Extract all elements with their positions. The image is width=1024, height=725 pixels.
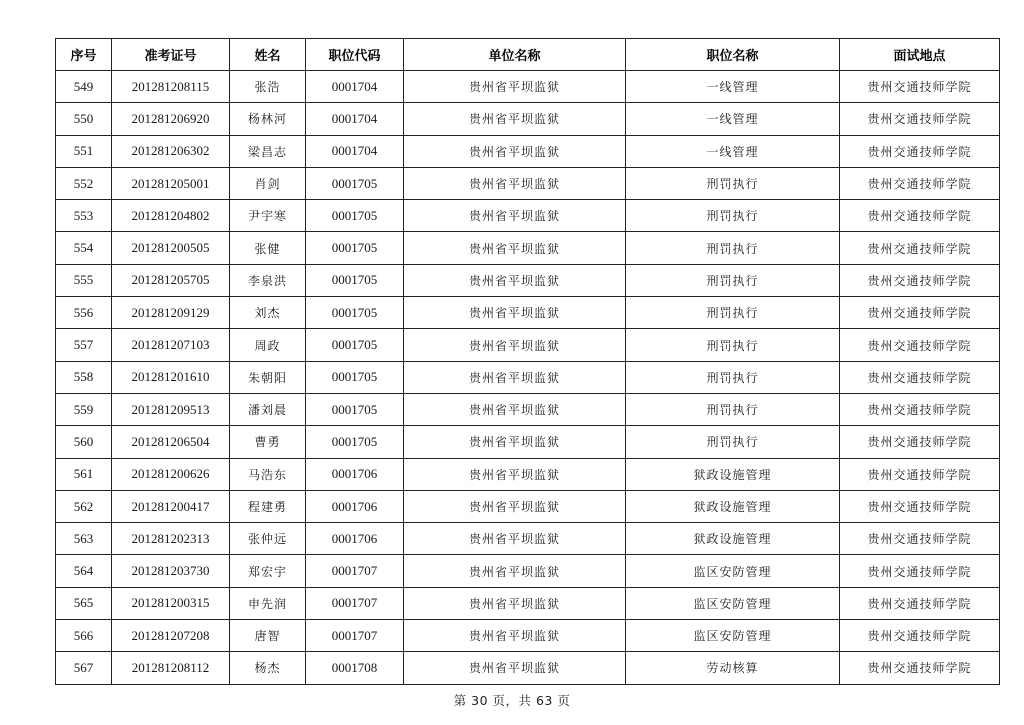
cell-serial: 559	[56, 393, 112, 425]
cell-name: 郑宏宇	[230, 555, 306, 587]
cell-position-code: 0001705	[306, 264, 404, 296]
cell-name: 肖剑	[230, 167, 306, 199]
cell-position-name: 刑罚执行	[626, 329, 840, 361]
table-body	[56, 71, 1000, 685]
header-row	[56, 39, 1000, 71]
cell-position-name: 一线管理	[626, 103, 840, 135]
cell-serial: 555	[56, 264, 112, 296]
table-row	[56, 329, 1000, 361]
cell-unit-name: 贵州省平坝监狱	[404, 232, 626, 264]
cell-position-name: 监区安防管理	[626, 620, 840, 652]
cell-position-name: 劳动核算	[626, 652, 840, 684]
cell-name: 李泉洪	[230, 264, 306, 296]
cell-position-name: 刑罚执行	[626, 232, 840, 264]
cell-interview-location: 贵州交通技师学院	[840, 587, 1000, 619]
cell-position-code: 0001704	[306, 71, 404, 103]
cell-name: 申先润	[230, 587, 306, 619]
table-row	[56, 652, 1000, 684]
cell-serial: 556	[56, 297, 112, 329]
cell-unit-name: 贵州省平坝监狱	[404, 523, 626, 555]
table-row	[56, 490, 1000, 522]
page-number-footer: 第 30 页，共 63 页	[453, 693, 571, 708]
cell-interview-location: 贵州交通技师学院	[840, 426, 1000, 458]
cell-serial: 564	[56, 555, 112, 587]
cell-unit-name: 贵州省平坝监狱	[404, 329, 626, 361]
header-interview-location: 面试地点	[840, 39, 1000, 71]
cell-interview-location: 贵州交通技师学院	[840, 103, 1000, 135]
cell-interview-location: 贵州交通技师学院	[840, 458, 1000, 490]
cell-serial: 551	[56, 135, 112, 167]
cell-exam-number: 201281206302	[112, 135, 230, 167]
cell-name: 周政	[230, 329, 306, 361]
cell-exam-number: 201281206504	[112, 426, 230, 458]
cell-position-code: 0001705	[306, 426, 404, 458]
header-position-name: 职位名称	[626, 39, 840, 71]
cell-interview-location: 贵州交通技师学院	[840, 264, 1000, 296]
cell-position-code: 0001705	[306, 232, 404, 264]
cell-position-code: 0001704	[306, 103, 404, 135]
table-row	[56, 426, 1000, 458]
cell-unit-name: 贵州省平坝监狱	[404, 490, 626, 522]
table-row	[56, 264, 1000, 296]
table-row	[56, 620, 1000, 652]
cell-unit-name: 贵州省平坝监狱	[404, 71, 626, 103]
cell-serial: 566	[56, 620, 112, 652]
cell-name: 杨林河	[230, 103, 306, 135]
cell-interview-location: 贵州交通技师学院	[840, 135, 1000, 167]
cell-position-name: 刑罚执行	[626, 361, 840, 393]
cell-serial: 562	[56, 490, 112, 522]
cell-position-code: 0001707	[306, 587, 404, 619]
cell-exam-number: 201281204802	[112, 200, 230, 232]
cell-position-name: 刑罚执行	[626, 297, 840, 329]
cell-name: 张仲远	[230, 523, 306, 555]
cell-exam-number: 201281208115	[112, 71, 230, 103]
cell-unit-name: 贵州省平坝监狱	[404, 103, 626, 135]
cell-position-code: 0001705	[306, 361, 404, 393]
cell-name: 张健	[230, 232, 306, 264]
header-unit-name: 单位名称	[404, 39, 626, 71]
cell-exam-number: 201281209129	[112, 297, 230, 329]
cell-unit-name: 贵州省平坝监狱	[404, 167, 626, 199]
cell-position-name: 刑罚执行	[626, 167, 840, 199]
header-serial: 序号	[56, 39, 112, 71]
cell-serial: 563	[56, 523, 112, 555]
table-row	[56, 555, 1000, 587]
cell-unit-name: 贵州省平坝监狱	[404, 587, 626, 619]
cell-exam-number: 201281203730	[112, 555, 230, 587]
cell-exam-number: 201281205705	[112, 264, 230, 296]
header-name: 姓名	[230, 39, 306, 71]
cell-position-code: 0001706	[306, 458, 404, 490]
cell-unit-name: 贵州省平坝监狱	[404, 200, 626, 232]
cell-position-code: 0001707	[306, 555, 404, 587]
cell-name: 潘刘晨	[230, 393, 306, 425]
cell-exam-number: 201281200626	[112, 458, 230, 490]
cell-name: 张浩	[230, 71, 306, 103]
table-row	[56, 361, 1000, 393]
cell-position-name: 刑罚执行	[626, 426, 840, 458]
cell-exam-number: 201281202313	[112, 523, 230, 555]
cell-interview-location: 贵州交通技师学院	[840, 523, 1000, 555]
cell-position-name: 监区安防管理	[626, 587, 840, 619]
cell-serial: 554	[56, 232, 112, 264]
cell-position-name: 一线管理	[626, 71, 840, 103]
table-row	[56, 232, 1000, 264]
cell-serial: 561	[56, 458, 112, 490]
cell-unit-name: 贵州省平坝监狱	[404, 264, 626, 296]
cell-interview-location: 贵州交通技师学院	[840, 620, 1000, 652]
cell-unit-name: 贵州省平坝监狱	[404, 361, 626, 393]
cell-serial: 558	[56, 361, 112, 393]
cell-name: 朱朝阳	[230, 361, 306, 393]
cell-serial: 553	[56, 200, 112, 232]
cell-interview-location: 贵州交通技师学院	[840, 555, 1000, 587]
cell-exam-number: 201281207103	[112, 329, 230, 361]
cell-exam-number: 201281207208	[112, 620, 230, 652]
cell-position-name: 狱政设施管理	[626, 490, 840, 522]
cell-name: 马浩东	[230, 458, 306, 490]
cell-position-code: 0001708	[306, 652, 404, 684]
table-row	[56, 587, 1000, 619]
table-row	[56, 297, 1000, 329]
cell-interview-location: 贵州交通技师学院	[840, 361, 1000, 393]
table-row	[56, 523, 1000, 555]
table-row	[56, 200, 1000, 232]
cell-position-code: 0001706	[306, 523, 404, 555]
cell-interview-location: 贵州交通技师学院	[840, 200, 1000, 232]
cell-position-name: 监区安防管理	[626, 555, 840, 587]
table-row	[56, 167, 1000, 199]
cell-unit-name: 贵州省平坝监狱	[404, 135, 626, 167]
cell-position-code: 0001705	[306, 200, 404, 232]
cell-position-name: 狱政设施管理	[626, 458, 840, 490]
cell-serial: 565	[56, 587, 112, 619]
cell-serial: 560	[56, 426, 112, 458]
cell-position-code: 0001705	[306, 329, 404, 361]
cell-name: 杨杰	[230, 652, 306, 684]
cell-interview-location: 贵州交通技师学院	[840, 71, 1000, 103]
cell-position-code: 0001704	[306, 135, 404, 167]
cell-position-code: 0001706	[306, 490, 404, 522]
cell-name: 尹宇寒	[230, 200, 306, 232]
cell-position-name: 一线管理	[626, 135, 840, 167]
cell-unit-name: 贵州省平坝监狱	[404, 555, 626, 587]
cell-name: 曹勇	[230, 426, 306, 458]
cell-position-code: 0001705	[306, 297, 404, 329]
cell-serial: 550	[56, 103, 112, 135]
cell-name: 梁昌志	[230, 135, 306, 167]
cell-position-code: 0001705	[306, 393, 404, 425]
cell-name: 刘杰	[230, 297, 306, 329]
table-row	[56, 135, 1000, 167]
cell-serial: 567	[56, 652, 112, 684]
cell-unit-name: 贵州省平坝监狱	[404, 620, 626, 652]
table-row	[56, 103, 1000, 135]
cell-serial: 549	[56, 71, 112, 103]
cell-exam-number: 201281206920	[112, 103, 230, 135]
cell-exam-number: 201281201610	[112, 361, 230, 393]
cell-position-name: 刑罚执行	[626, 393, 840, 425]
cell-exam-number: 201281200417	[112, 490, 230, 522]
cell-exam-number: 201281209513	[112, 393, 230, 425]
cell-position-name: 狱政设施管理	[626, 523, 840, 555]
header-exam-number: 准考证号	[112, 39, 230, 71]
cell-unit-name: 贵州省平坝监狱	[404, 297, 626, 329]
cell-interview-location: 贵州交通技师学院	[840, 232, 1000, 264]
cell-serial: 552	[56, 167, 112, 199]
cell-interview-location: 贵州交通技师学院	[840, 490, 1000, 522]
table-row	[56, 393, 1000, 425]
cell-interview-location: 贵州交通技师学院	[840, 329, 1000, 361]
cell-interview-location: 贵州交通技师学院	[840, 393, 1000, 425]
cell-exam-number: 201281200505	[112, 232, 230, 264]
cell-name: 程建勇	[230, 490, 306, 522]
cell-name: 唐智	[230, 620, 306, 652]
cell-exam-number: 201281205001	[112, 167, 230, 199]
cell-unit-name: 贵州省平坝监狱	[404, 426, 626, 458]
candidate-table	[55, 38, 1000, 685]
cell-position-code: 0001705	[306, 167, 404, 199]
cell-serial: 557	[56, 329, 112, 361]
cell-interview-location: 贵州交通技师学院	[840, 167, 1000, 199]
cell-exam-number: 201281208112	[112, 652, 230, 684]
cell-position-name: 刑罚执行	[626, 200, 840, 232]
table-row	[56, 458, 1000, 490]
cell-interview-location: 贵州交通技师学院	[840, 297, 1000, 329]
cell-interview-location: 贵州交通技师学院	[840, 652, 1000, 684]
cell-position-name: 刑罚执行	[626, 264, 840, 296]
header-position-code: 职位代码	[306, 39, 404, 71]
cell-exam-number: 201281200315	[112, 587, 230, 619]
cell-unit-name: 贵州省平坝监狱	[404, 652, 626, 684]
cell-unit-name: 贵州省平坝监狱	[404, 393, 626, 425]
cell-position-code: 0001707	[306, 620, 404, 652]
table-row	[56, 71, 1000, 103]
cell-unit-name: 贵州省平坝监狱	[404, 458, 626, 490]
